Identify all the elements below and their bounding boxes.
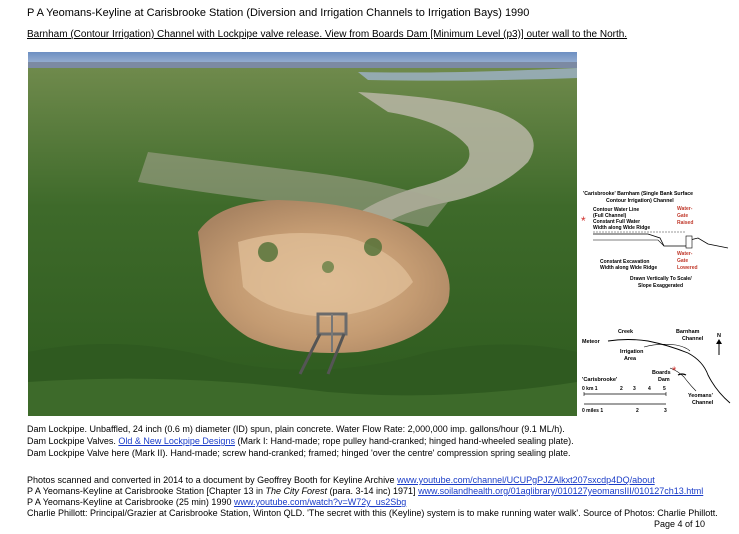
label-constant: Constant Full Water	[593, 219, 641, 225]
footer-line-1-pre: Photos scanned and converted in 2014 to a document by Geoffrey Booth for Keyline Archive	[27, 475, 398, 485]
map-north: N	[717, 333, 721, 339]
map-miles-label: 0 miles 1	[582, 408, 604, 414]
page-title: P A Yeomans-Keyline at Carisbrooke Station (Diversion and Irrigation Channels to Irrigation Bays) 1990	[27, 7, 530, 19]
asterisk-marker: *	[581, 214, 586, 228]
label-full: (Full Channel)	[593, 213, 627, 219]
youtube-video-link[interactable]: www.youtube.com/watch?v=W72y_us2Sbg	[233, 497, 407, 507]
caption-line-2-post: (Mark I: Hand-made; rope pulley hand-cranked; hinged hand-wheeled sealing plate).	[234, 436, 574, 446]
cross-section-title-1: 'Carisbrooke' Barnham (Single Bank Surface	[583, 191, 693, 197]
gate-lowered-3: Lowered	[677, 265, 698, 271]
label-contour: Contour Water Line	[593, 207, 640, 213]
label-excavation-2: Width along Wide Ridge	[600, 265, 658, 271]
map-yeomans-2: Channel	[692, 400, 714, 406]
footer-line-2	[27, 486, 703, 496]
footer-line-3	[27, 497, 406, 507]
footer-line-2-mid: (para. 3-14 inc) 1971]	[327, 486, 419, 496]
photo-illustration	[28, 52, 577, 416]
map-carisbrooke: 'Carisbrooke'	[582, 377, 618, 383]
map-km-tick-4: 4	[648, 386, 651, 392]
gate-raised-2: Gate	[677, 213, 689, 219]
map-km-tick-5: 5	[663, 386, 666, 392]
map-boards-1: Boards	[652, 370, 671, 376]
gate-lowered-2: Gate	[677, 258, 689, 264]
map-irrigation-2: Area	[624, 356, 636, 362]
city-forest-title: The City Forest	[265, 486, 327, 496]
caption-line-3-pre: Dam Lockpipe Valve here (Mark II). Hand-made; screw hand-cranked; framed; hinged	[27, 448, 371, 458]
label-width: Width along Wide Ridge	[593, 225, 651, 231]
map-barnham-2: Channel	[682, 336, 704, 342]
label-drawn-2: Slope Exaggerated	[638, 283, 684, 289]
page-subtitle: Barnham (Contour Irrigation) Channel with Lockpipe valve release. View from Boards Dam [Minimum Level (p3)] outer wall to the North.	[27, 29, 628, 40]
map-miles-tick-3: 3	[664, 408, 667, 414]
map-miles-tick-2: 2	[636, 408, 639, 414]
caption-line-2-pre: Dam Lockpipe Valves.	[27, 436, 119, 446]
gate-raised-1: Water-	[677, 206, 693, 212]
map-boards-2: Dam	[658, 377, 670, 383]
label-drawn-1: Drawn Vertically To Scale/	[630, 276, 692, 282]
map-barnham-1: Barnham	[676, 329, 700, 335]
caption-line-3-post: 'over the centre' compression spring sealing plate.	[371, 448, 571, 458]
gate-raised-3: Raised	[677, 220, 694, 226]
soil-health-link[interactable]: www.soilandhealth.org/01aglibrary/010127yeomansIII/010127ch13.html	[418, 486, 704, 496]
gate-lowered-1: Water-	[677, 251, 693, 257]
caption-line-1: Dam Lockpipe. Unbaffled, 24 inch (0.6 m) diameter (ID) spun, plain concrete. Water Flow Rate: 2,000,000 imp. gallons/hour (9.1 ML/h).	[27, 424, 565, 434]
map-meteor: Meteor	[582, 339, 600, 345]
footer-line-2-pre: P A Yeomans-Keyline at Carisbrooke Station [Chapter 13 in	[27, 486, 266, 496]
map-yeomans-1: Yeomans'	[688, 393, 713, 399]
caption-line-3	[27, 448, 571, 458]
keyline-archive-link[interactable]: www.youtube.com/channel/UCUPgPJZAlkxt207sxcdp4DQ/about	[397, 475, 655, 485]
channel-cross-section-diagram	[578, 186, 736, 298]
map-km-label: 0 km 1	[582, 386, 598, 392]
map-asterisk-marker: *	[672, 365, 677, 377]
map-km-tick-3: 3	[633, 386, 636, 392]
cross-section-title-2: Contour Irrigation) Channel	[606, 198, 674, 204]
footer-line-3-pre: P A Yeomans-Keyline at Carisbrooke (25 min) 1990	[27, 497, 234, 507]
map-creek: Creek	[618, 329, 633, 335]
footer-line-1	[27, 475, 655, 485]
page-number: Page 4 of 10	[654, 519, 706, 529]
footer-line-4: Charlie Phillott: Principal/Grazier at Carisbrooke Station, Winton QLD. 'The secret with this (Keyline) system is to make running water walk'. Source of Photos: Charlie Phillott.	[27, 508, 718, 518]
irrigation-photo	[28, 52, 577, 416]
map-irrigation-1: Irrigation	[620, 349, 644, 355]
map-km-tick-2: 2	[620, 386, 623, 392]
location-map	[578, 323, 736, 415]
label-excavation: Constant Excavation	[600, 259, 650, 265]
lockpipe-designs-link[interactable]: Old & New Lockpipe Designs	[118, 436, 235, 446]
caption-line-2	[27, 436, 574, 446]
